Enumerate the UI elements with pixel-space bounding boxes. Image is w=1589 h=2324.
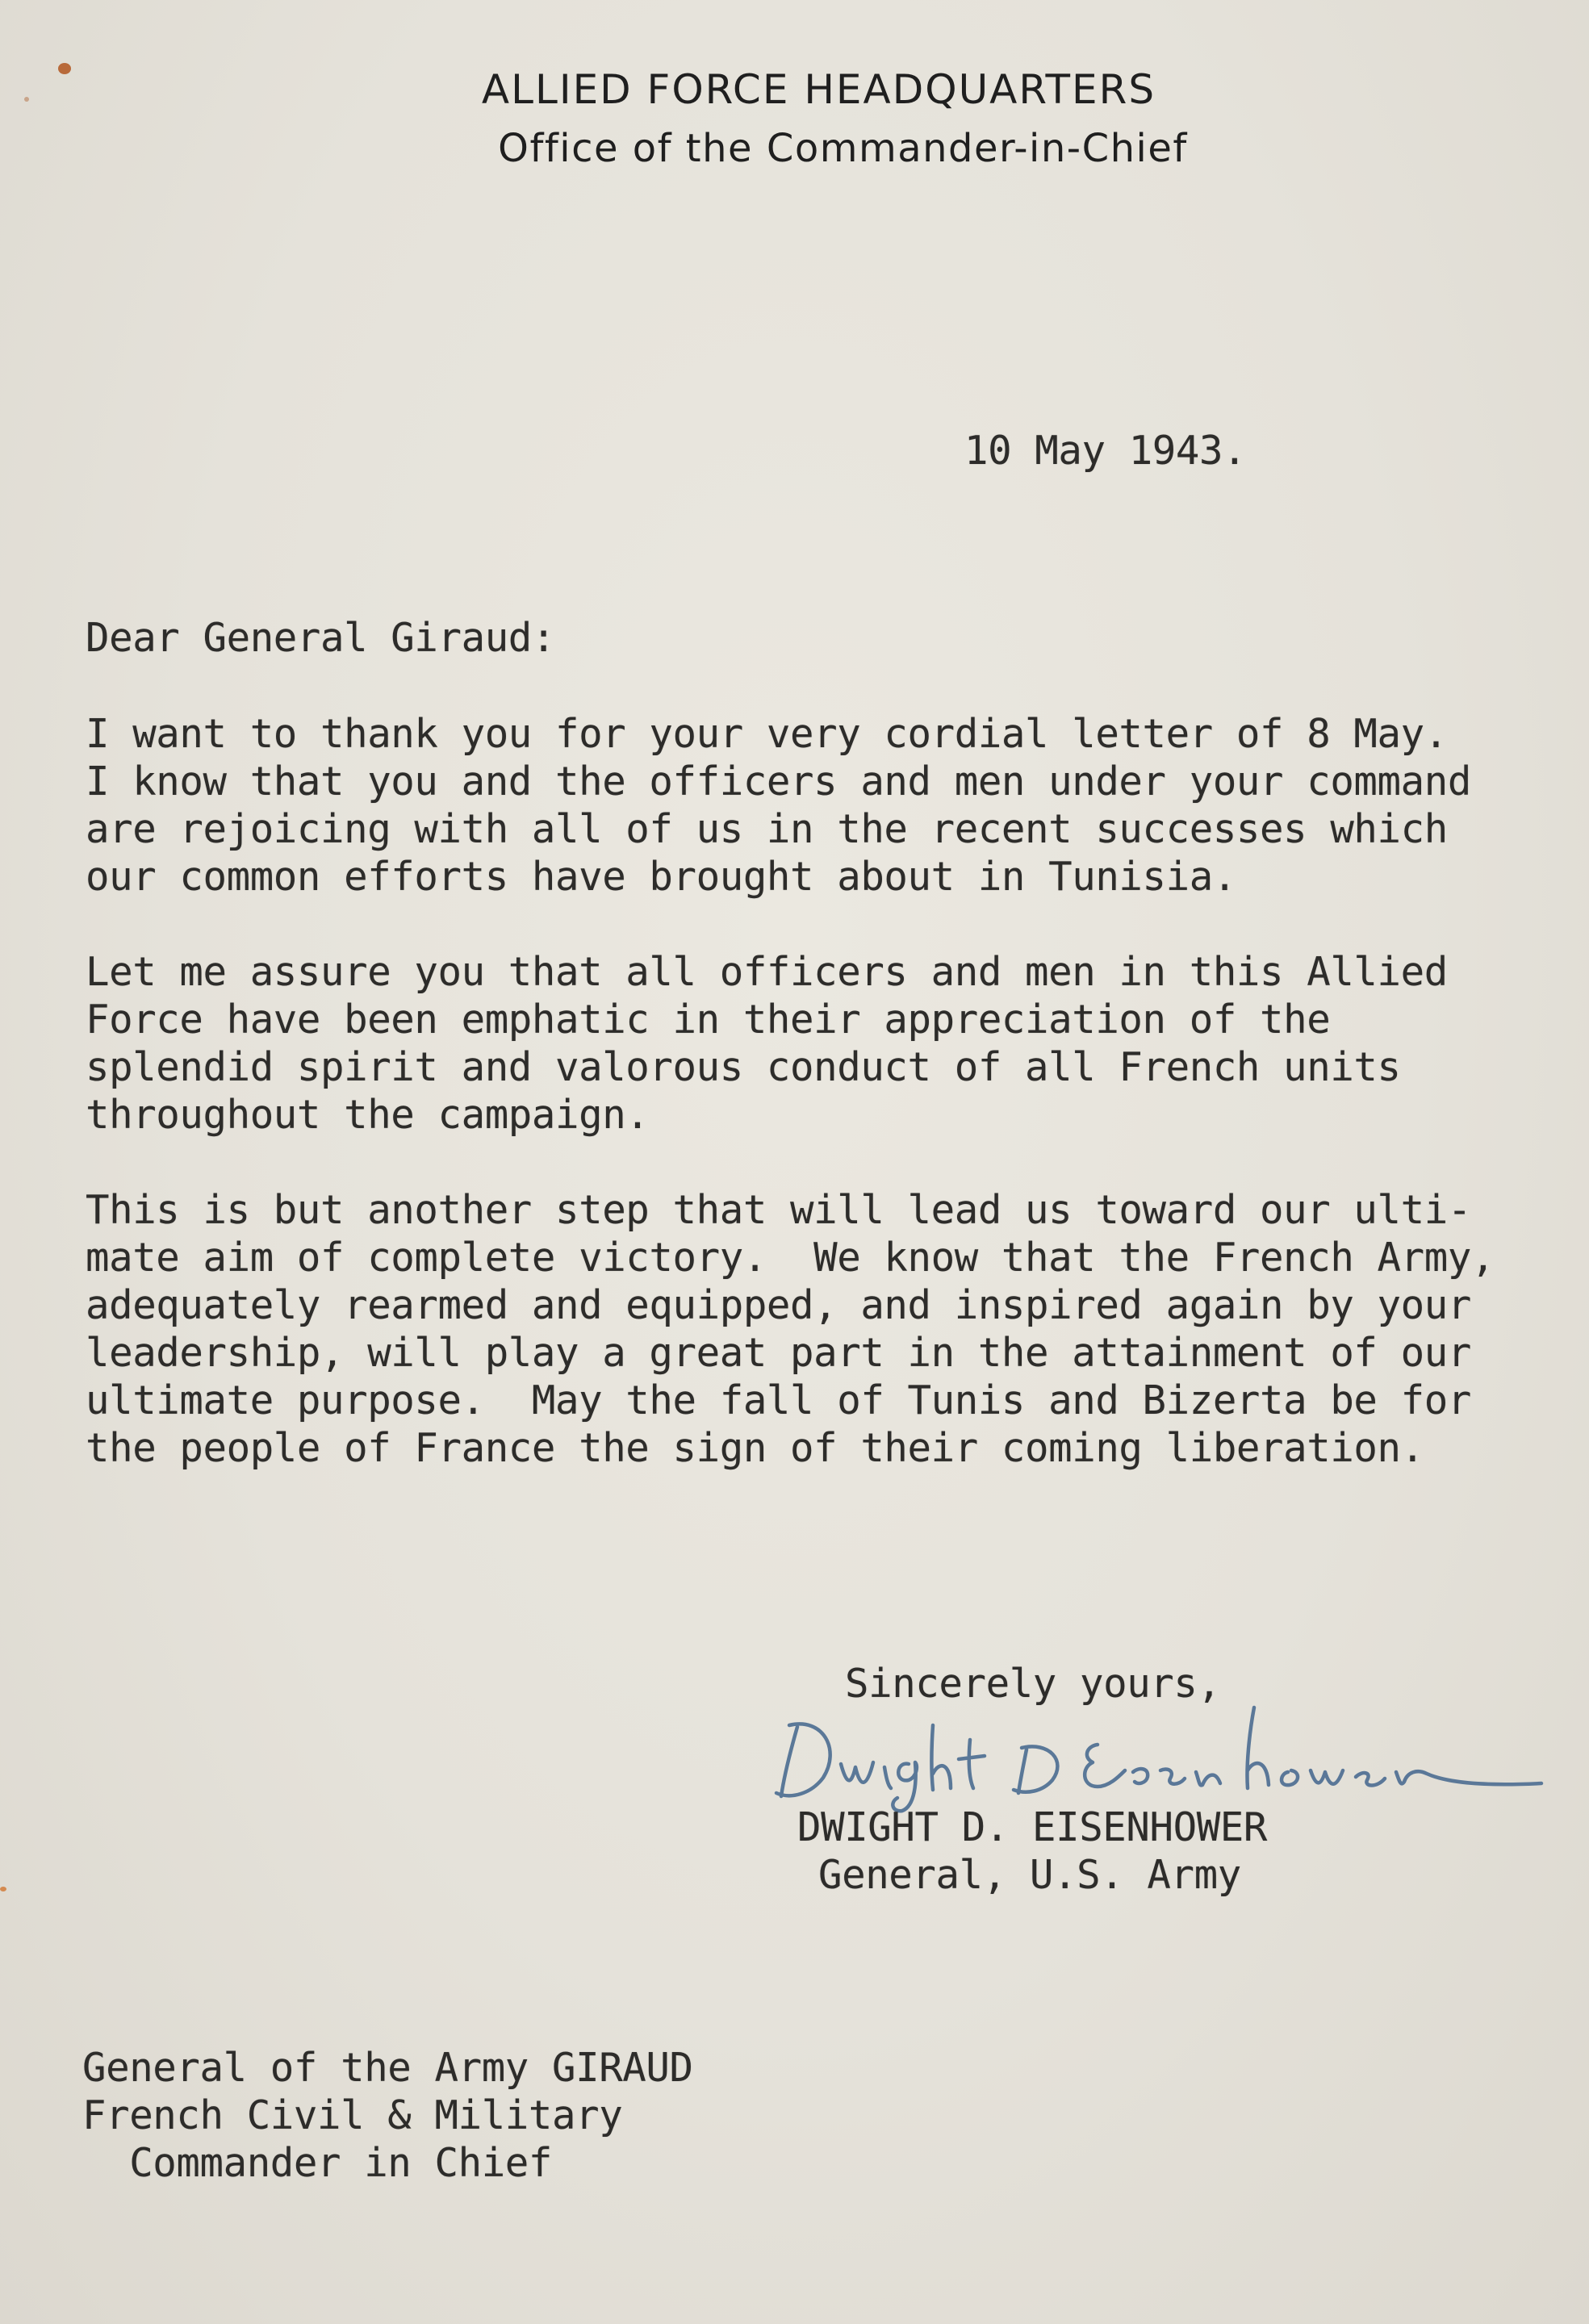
paragraph-line: I know that you and the officers and men under your command	[86, 759, 1471, 805]
paragraph-line: are rejoicing with all of us in the recent successes which	[86, 806, 1448, 852]
paragraph-line: leadership, will play a great part in the attainment of our	[86, 1330, 1471, 1376]
paragraph-line: mate aim of complete victory. We know that the French Army,	[86, 1235, 1495, 1281]
signer-title: General, U.S. Army	[818, 1852, 1241, 1898]
address-line: Commander in Chief	[82, 2140, 553, 2186]
letterhead-office: Office of the Commander-in-Chief	[498, 126, 1188, 171]
foxing-spot	[0, 1887, 6, 1891]
paragraph-line: our common efforts have brought about in Tunisia.	[86, 854, 1236, 900]
paragraph-line: This is but another step that will lead us toward our ulti-	[86, 1187, 1471, 1233]
paragraph-line: splendid spirit and valorous conduct of all French units	[86, 1044, 1401, 1090]
paragraph-3	[86, 1186, 1495, 1472]
signer-name: DWIGHT D. EISENHOWER	[797, 1804, 1268, 1850]
paragraph-2	[86, 948, 1448, 1139]
paragraph-line: Let me assure you that all officers and men in this Allied	[86, 949, 1448, 995]
paragraph-line: Force have been emphatic in their appreciation of the	[86, 997, 1331, 1043]
paragraph-line: throughout the campaign.	[86, 1092, 650, 1138]
address-line: General of the Army GIRAUD	[82, 2045, 693, 2091]
paragraph-line: ultimate purpose. May the fall of Tunis and Bizerta be for	[86, 1377, 1471, 1423]
letter-date: 10 May 1943.	[964, 428, 1247, 474]
paragraph-line: adequately rearmed and equipped, and inspired again by your	[86, 1282, 1471, 1328]
paragraph-1	[86, 710, 1471, 901]
recipient-address	[82, 2044, 693, 2187]
paragraph-line: the people of France the sign of their coming liberation.	[86, 1425, 1424, 1471]
handwritten-signature	[767, 1693, 1566, 1814]
address-line: French Civil & Military	[82, 2092, 623, 2138]
paragraph-line: I want to thank you for your very cordial letter of 8 May.	[86, 711, 1448, 757]
salutation: Dear General Giraud:	[86, 615, 556, 661]
closing: Sincerely yours,	[845, 1661, 1221, 1707]
letterhead-org: ALLIED FORCE HEADQUARTERS	[481, 66, 1156, 113]
